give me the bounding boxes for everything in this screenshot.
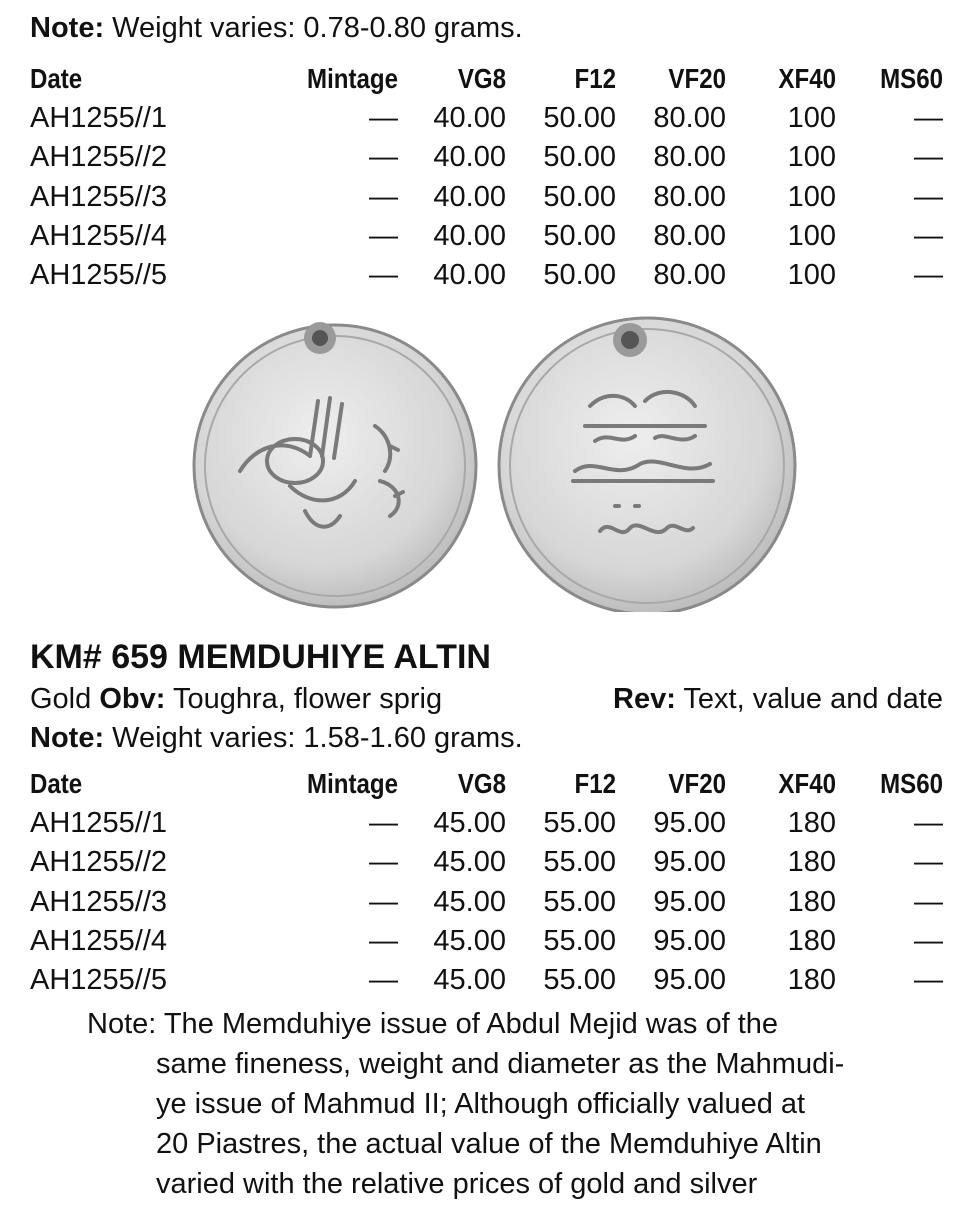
col-ms60: MS60 [880,768,943,799]
col-mintage: Mintage [307,768,398,799]
table-cell: 100 [787,180,836,213]
reverse [613,683,943,716]
table-body [30,804,943,1000]
table-cell: AH1255//4 [30,925,168,958]
col-f12: F12 [574,63,616,94]
table-cell: 45.00 [433,925,506,958]
table-cell: AH1255//3 [30,180,168,213]
rev-label: Rev: [613,683,676,715]
table-cell: 40.00 [433,180,506,213]
table-cell: 50.00 [543,102,616,135]
price-table-2 [30,764,943,1000]
table-cell: — [369,141,398,174]
table-cell: 100 [787,141,836,174]
table-row [30,138,943,177]
table-cell: — [914,885,943,918]
footnote-line: ye issue of Mahmud II; Although officially valued at [156,1088,806,1120]
table-cell: AH1255//2 [30,141,168,174]
table-cell: 180 [787,807,836,840]
col-f12: F12 [574,768,616,799]
table-cell: 100 [787,259,836,292]
table-cell: AH1255//2 [30,846,168,879]
table-cell: 45.00 [433,807,506,840]
table-row [30,883,943,922]
table-cell: AH1255//4 [30,220,168,253]
table-cell: 80.00 [653,141,726,174]
table-cell: 95.00 [653,964,726,997]
table-cell: 80.00 [653,259,726,292]
table-row [30,843,943,882]
col-vf20: VF20 [668,63,726,94]
coin-images [190,306,810,616]
table-cell: 95.00 [653,846,726,879]
table-cell: 55.00 [543,885,616,918]
table-cell: — [369,846,398,879]
table-cell: — [369,885,398,918]
table-body [30,99,943,295]
table-row [30,99,943,138]
table-cell: 80.00 [653,220,726,253]
metal: Gold [30,683,92,715]
table-cell: 45.00 [433,885,506,918]
table-cell: — [369,180,398,213]
table-cell: 45.00 [433,846,506,879]
col-date: Date [30,768,83,799]
table-cell: — [369,102,398,135]
table-cell: 40.00 [433,220,506,253]
table-cell: — [914,807,943,840]
footnote-line: same fineness, weight and diameter as the Mahmudi- [156,1048,845,1080]
table-row [30,217,943,256]
col-vf20: VF20 [668,768,726,799]
table-cell: 55.00 [543,846,616,879]
table-cell: 180 [787,925,836,958]
col-xf40: XF40 [778,768,836,799]
weight-note [30,12,943,45]
table-row [30,804,943,843]
col-xf40: XF40 [778,63,836,94]
table-cell: 100 [787,102,836,135]
table-cell: — [914,846,943,879]
table-cell: 50.00 [543,141,616,174]
table-cell: 40.00 [433,259,506,292]
table-cell: AH1255//5 [30,964,168,997]
table-cell: 95.00 [653,807,726,840]
table-cell: 40.00 [433,141,506,174]
note-text-2: Weight varies: 1.58-1.60 grams. [112,722,523,754]
table-cell: — [914,180,943,213]
table-cell: AH1255//1 [30,807,168,840]
table-cell: — [914,964,943,997]
table-cell: 80.00 [653,180,726,213]
obv-label: Obv: [99,683,166,715]
table-cell: 50.00 [543,259,616,292]
table-cell: 55.00 [543,807,616,840]
table-cell: — [369,925,398,958]
table-cell: — [914,220,943,253]
table-cell: AH1255//3 [30,885,168,918]
table-cell: 55.00 [543,925,616,958]
table-cell: AH1255//5 [30,259,168,292]
table-cell: — [914,102,943,135]
footnote-line: varied with the relative prices of gold and silver [156,1168,758,1200]
weight-note-2 [30,722,943,755]
price-table-1 [30,59,943,295]
col-vg8: VG8 [457,768,506,799]
table-row [30,961,943,1000]
note-label: Note: [30,12,105,44]
table-cell: 100 [787,220,836,253]
table-cell: 50.00 [543,220,616,253]
table-cell: 95.00 [653,885,726,918]
table-cell: 80.00 [653,102,726,135]
table-cell: — [914,925,943,958]
footnote-line: Note: The Memduhiye issue of Abdul Mejid was of the [87,1008,779,1040]
metal-obverse [30,683,442,716]
col-mintage: Mintage [307,63,398,94]
table-cell: AH1255//1 [30,102,168,135]
table-cell: 180 [787,964,836,997]
table-cell: — [914,259,943,292]
coin-obverse-image [190,306,480,612]
table-cell: — [369,964,398,997]
obv-text: Toughra, flower sprig [172,683,443,715]
table-row [30,178,943,217]
table-cell: — [914,141,943,174]
table-cell: — [369,807,398,840]
table-cell: 180 [787,846,836,879]
col-ms60: MS60 [880,63,943,94]
table-cell: 50.00 [543,180,616,213]
table-cell: 180 [787,885,836,918]
footnote-line: 20 Piastres, the actual value of the Memduhiye Altin [156,1128,822,1160]
footnote [87,1004,947,1204]
table-row [30,922,943,961]
col-date: Date [30,63,83,94]
rev-text: Text, value and date [683,683,943,715]
obv-rev-line [30,683,943,716]
table-cell: — [369,220,398,253]
table-cell: 45.00 [433,964,506,997]
coin-reverse-image [495,306,805,612]
col-vg8: VG8 [457,63,506,94]
note-text: Weight varies: 0.78-0.80 grams. [112,12,523,44]
table-cell: 55.00 [543,964,616,997]
table-cell: — [369,259,398,292]
listing-title: KM# 659 MEMDUHIYE ALTIN [30,638,491,676]
table-row [30,256,943,295]
table-cell: 95.00 [653,925,726,958]
table-cell: 40.00 [433,102,506,135]
table-header-row [30,764,943,804]
note-label-2: Note: [30,722,105,754]
table-header-row [30,59,943,99]
